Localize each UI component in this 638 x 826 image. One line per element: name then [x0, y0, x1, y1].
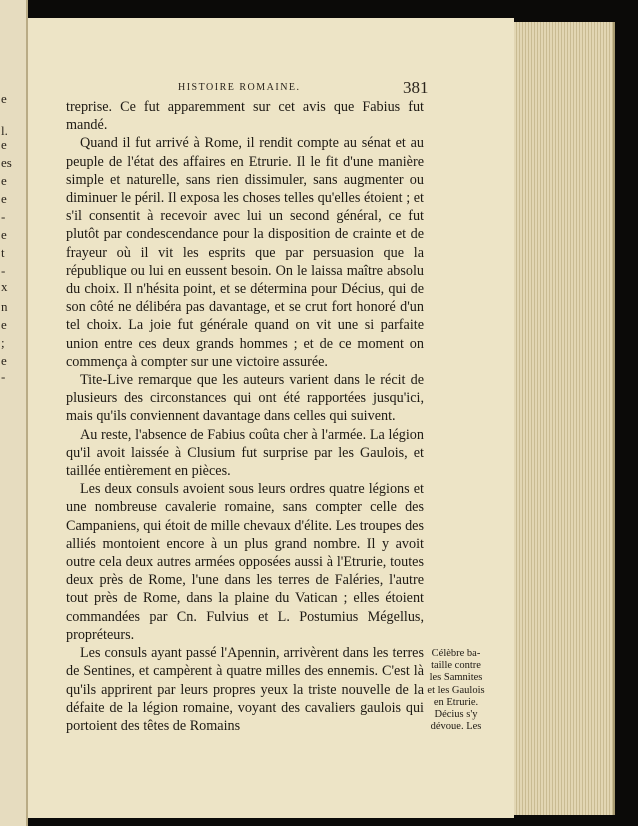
facing-page-fragment: e [1, 227, 7, 242]
facing-page-fragment: x [1, 279, 8, 294]
book-page [28, 18, 514, 818]
margin-note-line: taille contre [431, 660, 481, 672]
facing-page-fragment: - [1, 369, 6, 384]
facing-page-fragment: l. [1, 123, 8, 138]
paragraph: Tite-Live remarque que les auteurs varient dans le récit de plusieurs des circonstances qui ont été rapportées jusqu'ici, mais qu'ils conviennent davantage dans celles qui suivent. [66, 372, 424, 425]
paragraph: Au reste, l'absence de Fabius coûta cher à l'armée. La légion qu'il avoit laissée à Clusium fut surprise par les Gaulois, et taillée entièrement en pièces. [66, 426, 424, 480]
margin-note-line: dévoue. Les [430, 721, 482, 733]
margin-note-line: en Etrurie. [433, 696, 479, 708]
margin-note-line: les Samnites [429, 672, 483, 684]
facing-page-fragment: e [1, 173, 7, 188]
margin-note-line: Décius s'y [434, 709, 478, 721]
body-text [66, 98, 424, 735]
facing-page-fragment: e [1, 191, 7, 206]
facing-page-fragment: e [1, 317, 7, 332]
margin-note-line: Célèbre ba- [431, 648, 481, 659]
facing-page-fragment: t [1, 245, 5, 260]
facing-page-fragment: - [1, 209, 6, 224]
facing-page-fragment: e [1, 91, 7, 106]
facing-page-fragment: n [1, 299, 8, 314]
paragraph: Quand il fut arrivé à Rome, il rendit compte au sénat et au peuple de l'état des affaires en Etrurie. Il le fit d'une manière simple et naturelle, sans rien dissimuler, sans augmenter ou diminuer le péril. Il exposa les choses telles qu'elles étoient ; et s'il consentit à recevoir avec lui un second général, ce fut plutôt par condescendance pour la disposition de crainte et de frayeur où il vit les esprits que par persuasion que la république ou lui en eussent besoin. On le laissa maître absolu du choix. Il n'hésita point, et se détermina pour Décius, qui de son côté ne délibéra pas davantage, et se crut fort honoré d'un tel choix. La joie fut générale quand on vit une si parfaite union entre ces deux grands hommes ; et de ce moment on commença à compter sur une victoire assurée. [66, 135, 424, 370]
page-number: 381 [403, 78, 429, 97]
facing-page-edge [0, 0, 28, 826]
facing-page-fragment: - [1, 263, 6, 278]
paragraph: treprise. Ce fut apparemment sur cet avis que Fabius fut mandé. [66, 99, 424, 134]
facing-page-fragment: es [1, 155, 12, 170]
paragraph: Les consuls ayant passé l'Apennin, arrivèrent dans les terres de Sentines, et campèrent à quatre milles des ennemis. C'est là qu'ils apprirent par leurs propres yeux la triste nouvelle de la défaite de la légion romaine, voyant des cavaliers gaulois qui portoient des têtes de Romains [66, 645, 424, 734]
margin-note [424, 648, 488, 733]
running-title: HISTOIRE ROMAINE. [178, 82, 301, 93]
facing-page-fragment: e [1, 353, 7, 368]
page-stack-edge [504, 22, 615, 815]
facing-page-fragment: e [1, 137, 7, 152]
margin-note-line: et les Gaulois [427, 684, 485, 696]
paragraph: Les deux consuls avoient sous leurs ordres quatre légions et une nombreuse cavalerie romaine, sans compter celle des Campaniens, qui étoit de mille chevaux d'élite. Les troupes des alliés montoient encore à un plus grand nombre. Il y avoit outre cela deux autres armées opposées aussi à l'Etrurie, toutes deux près de Rome, l'une dans les terres de Faléries, l'autre tout près de Rome, dans la plaine du Vatican ; elles étoient commandées par Cn. Fulvius et L. Postumius Mégellus, propréteurs. [66, 481, 424, 643]
facing-page-fragment: ; [1, 335, 5, 350]
